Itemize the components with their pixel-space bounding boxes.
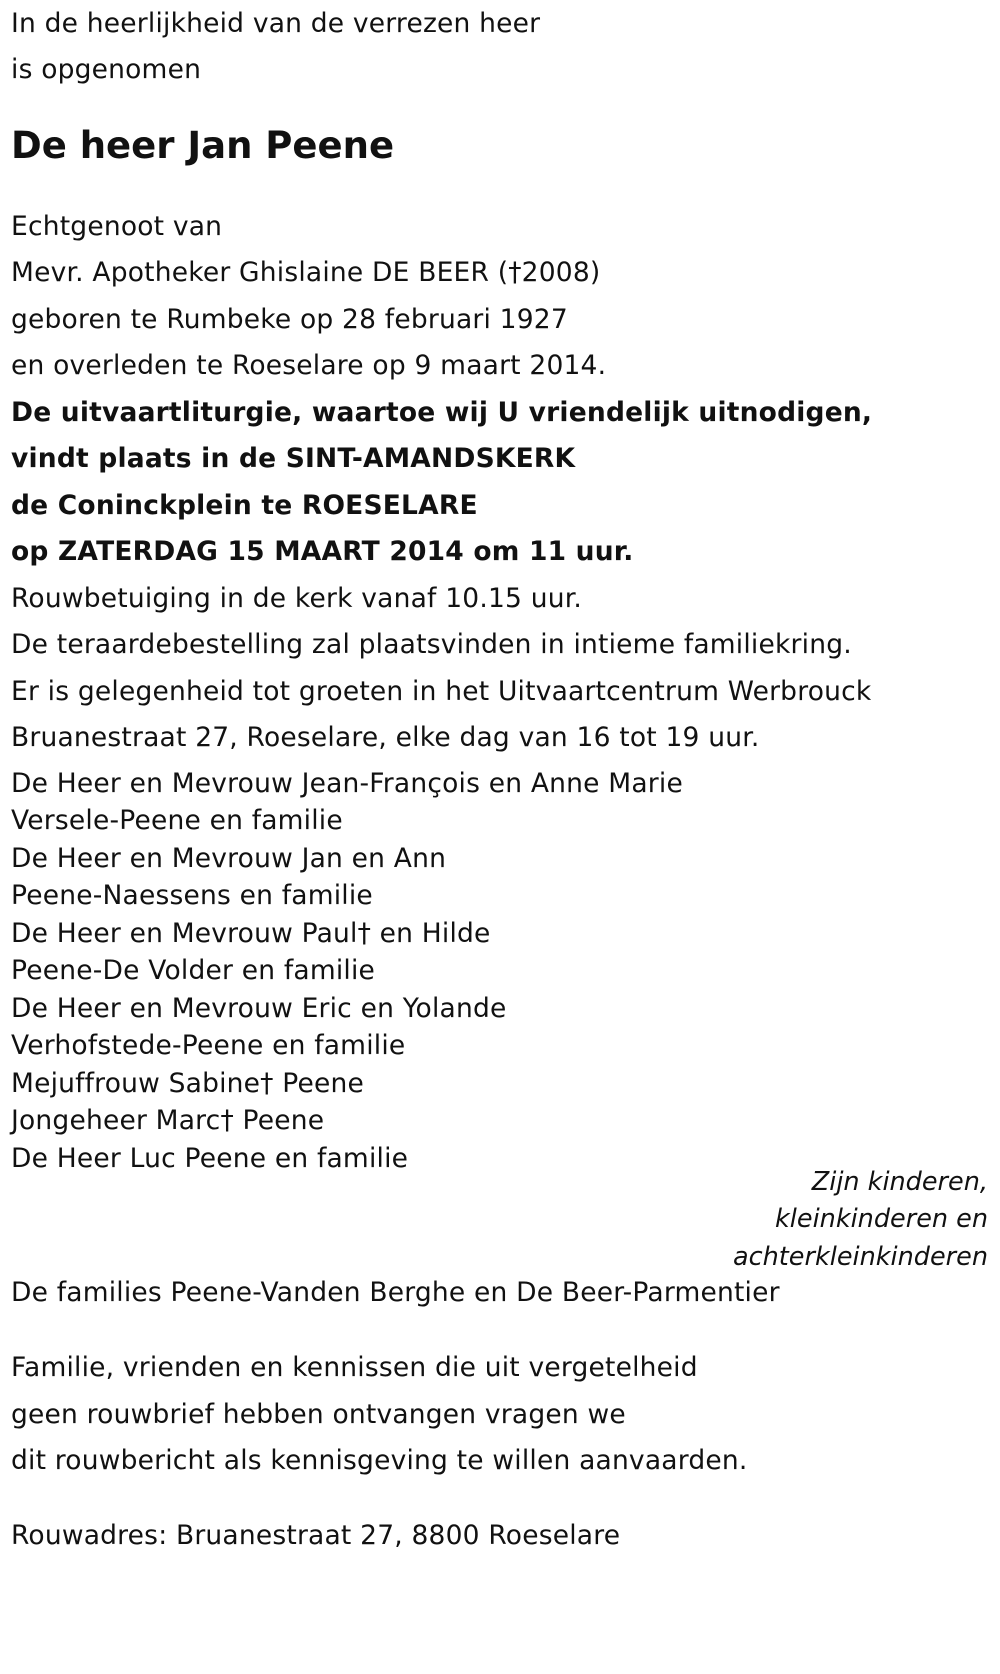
family-line: Mejuffrouw Sabine† Peene xyxy=(11,1068,364,1099)
ceremony-line-4: op ZATERDAG 15 MAART 2014 om 11 uur. xyxy=(11,536,634,567)
detail-spouse-name: Mevr. Apotheker Ghislaine DE BEER (†2008) xyxy=(11,257,601,288)
ceremony-line-2: vindt plaats in de SINT-AMANDSKERK xyxy=(11,443,576,474)
family-line: Peene-Naessens en familie xyxy=(11,880,373,911)
info-line-1: Rouwbetuiging in de kerk vanaf 10.15 uur. xyxy=(11,583,582,614)
detail-death: en overleden te Roeselare op 9 maart 2014. xyxy=(11,350,607,381)
family-line: Peene-De Volder en familie xyxy=(11,955,376,986)
family-line: De Heer en Mevrouw Jan en Ann xyxy=(11,843,447,874)
intro-line-2: is opgenomen xyxy=(11,54,202,85)
deceased-name: De heer Jan Peene xyxy=(11,124,395,167)
notice-line-1: Familie, vrienden en kennissen die uit vergetelheid xyxy=(11,1352,698,1383)
intro-line-1: In de heerlijkheid van de verrezen heer xyxy=(11,8,541,39)
family-line: Verhofstede-Peene en familie xyxy=(11,1030,406,1061)
family-line: De Heer en Mevrouw Eric en Yolande xyxy=(11,993,507,1024)
ceremony-line-1: De uitvaartliturgie, waartoe wij U vriendelijk uitnodigen, xyxy=(11,397,873,428)
family-line: De Heer en Mevrouw Paul† en Hilde xyxy=(11,918,491,949)
family-line: De Heer en Mevrouw Jean-François en Anne Marie xyxy=(11,768,683,799)
detail-spouse-label: Echtgenoot van xyxy=(11,211,223,242)
mourning-address: Rouwadres: Bruanestraat 27, 8800 Roeselare xyxy=(11,1520,621,1551)
family-line: Versele-Peene en familie xyxy=(11,805,343,836)
descendants-line-2: kleinkinderen en xyxy=(775,1204,988,1234)
families-line: De families Peene-Vanden Berghe en De Beer-Parmentier xyxy=(11,1277,780,1308)
info-line-2: De teraardebestelling zal plaatsvinden in intieme familiekring. xyxy=(11,629,852,660)
descendants-line-1: Zijn kinderen, xyxy=(811,1167,988,1197)
detail-birth: geboren te Rumbeke op 28 februari 1927 xyxy=(11,304,568,335)
info-line-4: Bruanestraat 27, Roeselare, elke dag van 16 tot 19 uur. xyxy=(11,722,760,753)
notice-line-2: geen rouwbrief hebben ontvangen vragen we xyxy=(11,1399,626,1430)
info-line-3: Er is gelegenheid tot groeten in het Uitvaartcentrum Werbrouck xyxy=(11,676,872,707)
family-line: Jongeheer Marc† Peene xyxy=(11,1105,325,1136)
family-line: De Heer Luc Peene en familie xyxy=(11,1143,409,1174)
descendants-line-3: achterkleinkinderen xyxy=(733,1242,988,1272)
notice-line-3: dit rouwbericht als kennisgeving te willen aanvaarden. xyxy=(11,1445,748,1476)
ceremony-line-3: de Coninckplein te ROESELARE xyxy=(11,490,478,521)
